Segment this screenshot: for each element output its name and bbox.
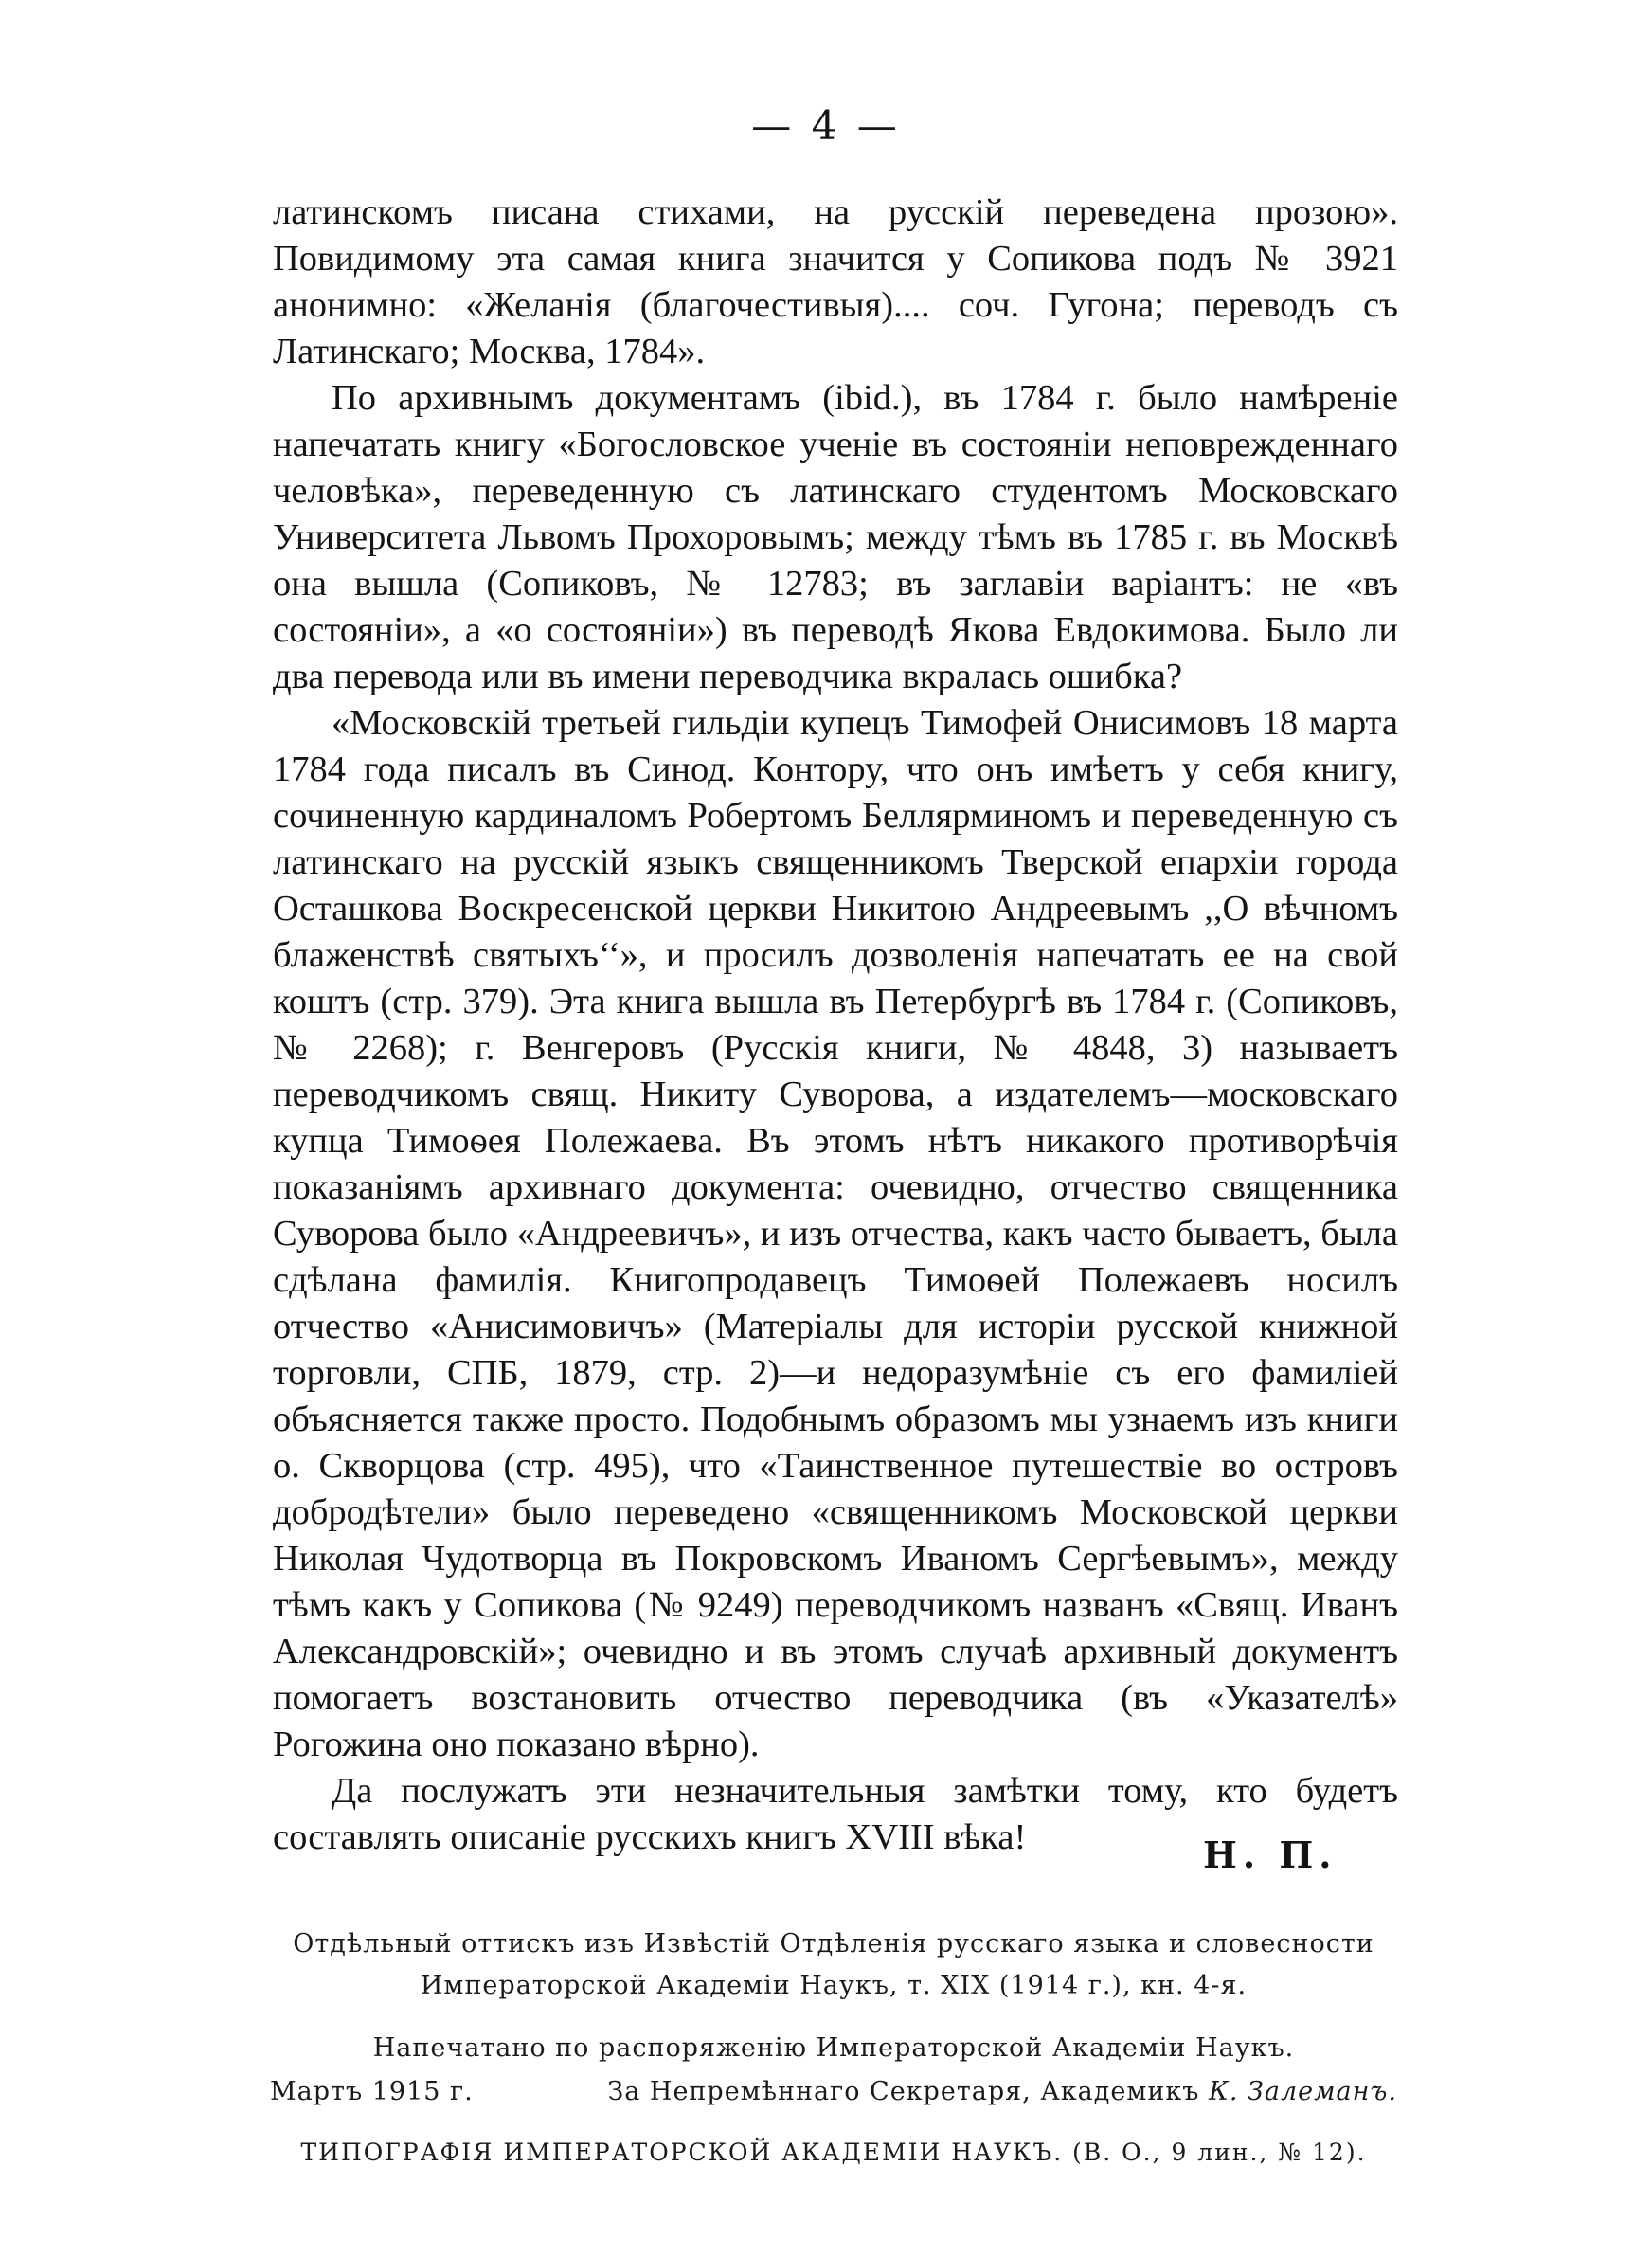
- secretary-line: [607, 2071, 1397, 2113]
- offprint-note-line1: Отдѣльный оттискъ изъ Извѣстій Отдѣленія русскаго языка и словесности: [293, 1929, 1374, 1959]
- printer-colophon: ТИПОГРАФІЯ ИМПЕРАТОРСКОЙ АКАДЕМІИ НАУКЪ. (В. О., 9 лин., № 12).: [300, 2139, 1367, 2166]
- offprint-note-line2: Императорской Академіи Наукъ, т. XIX (1914 г.), кн. 4-я.: [420, 1971, 1248, 2000]
- authorization-date: Мартъ 1915 г.: [270, 2077, 474, 2106]
- page-number: — 4 —: [751, 102, 901, 149]
- authorization-details: [270, 2071, 1397, 2113]
- paragraph-closing: Да послужатъ эти незначительныя замѣтки тому, кто будетъ составлять описаніе русскихъ книгъ XVIII вѣка!: [273, 1771, 1398, 1857]
- paragraph-merchant-quote: «Московскій третьей гильдіи купецъ Тимофей Онисимовъ 18 марта 1784 года писалъ въ Синод. Контору, что онъ имѣетъ у себя книгу, сочиненную кардиналомъ Робертомъ Беллярминомъ и переведенную съ латинскаго на русскій языкъ священникомъ Тверской епархіи города Осташкова Воскресенской церкви Никитою Андреевымъ ,,О вѣчномъ блаженствѣ святыхъ‘‘», и просилъ дозволенія напечатать ее на свой коштъ (стр. 379). Эта книга вышла въ Петербургѣ въ 1784 г. (Сопиковъ, № 2268); г. Венгеровъ (Русскія книги, № 4848, 3) называетъ переводчикомъ свящ. Никиту Суворова, а издателемъ—московскаго купца Тимоѳея Полежаева. Въ этомъ нѣтъ никакого противорѣчія показаніямъ архивнаго документа: очевидно, отчество священника Суворова было «Андреевичъ», и изъ отчества, какъ часто бываетъ, была сдѣлана фамилія. Книгопродавецъ Тимоѳей Полежаевъ носилъ отчество «Анисимовичъ» (Матеріалы для исторіи русской книжной торговли, СПБ, 1879, стр. 2)—и недоразумѣніе съ его фамиліей объясняется также просто. Подобнымъ образомъ мы узнаемъ изъ книги о. Скворцова (стр. 495), что «Таинственное путешествіе во островъ добродѣтели» было переведено «священникомъ Московской церкви Николая Чудотворца въ Покровскомъ Иваномъ Сергѣевымъ», между тѣмъ какъ у Сопикова (№ 9249) переводчикомъ названъ «Свящ. Иванъ Александровскій»; очевидно и въ этомъ случаѣ архивный документъ помогаетъ возстановить отчество переводчика (въ «Указателѣ» Рогожина оно показано вѣрно).: [273, 703, 1398, 1764]
- author-signature: Н. П.: [1203, 1833, 1338, 1876]
- paragraph-continuation: латинскомъ писана стихами, на русскій переведена прозою». Повидимому эта самая книга значится у Сопикова подъ № 3921 анонимно: «Желанія (благочестивыя).... соч. Гугона; переводъ съ Латинскаго; Москва, 1784».: [273, 192, 1398, 371]
- secretary-prefix: За Непремѣннаго Секретаря, Академикъ: [607, 2077, 1209, 2106]
- article-body: [273, 190, 1398, 1861]
- secretary-name: К. Залеманъ.: [1209, 2077, 1397, 2106]
- paragraph-archive-documents: По архивнымъ документамъ (ibid.), въ 1784 г. было намѣреніе напечатать книгу «Богословское ученіе въ состояніи неповрежденнаго человѣка», переведенную съ латинскаго студентомъ Московскаго Университета Львомъ Прохоровымъ; между тѣмъ въ 1785 г. въ Москвѣ она вышла (Сопиковъ, № 12783; въ заглавіи варіантъ: не «въ состояніи», а «о состояніи») въ переводѣ Якова Евдокимова. Было ли два перевода или въ имени переводчика вкралась ошибка?: [273, 378, 1398, 696]
- printing-authorization: Напечатано по распоряженію Императорской Академіи Наукъ.: [372, 2033, 1295, 2063]
